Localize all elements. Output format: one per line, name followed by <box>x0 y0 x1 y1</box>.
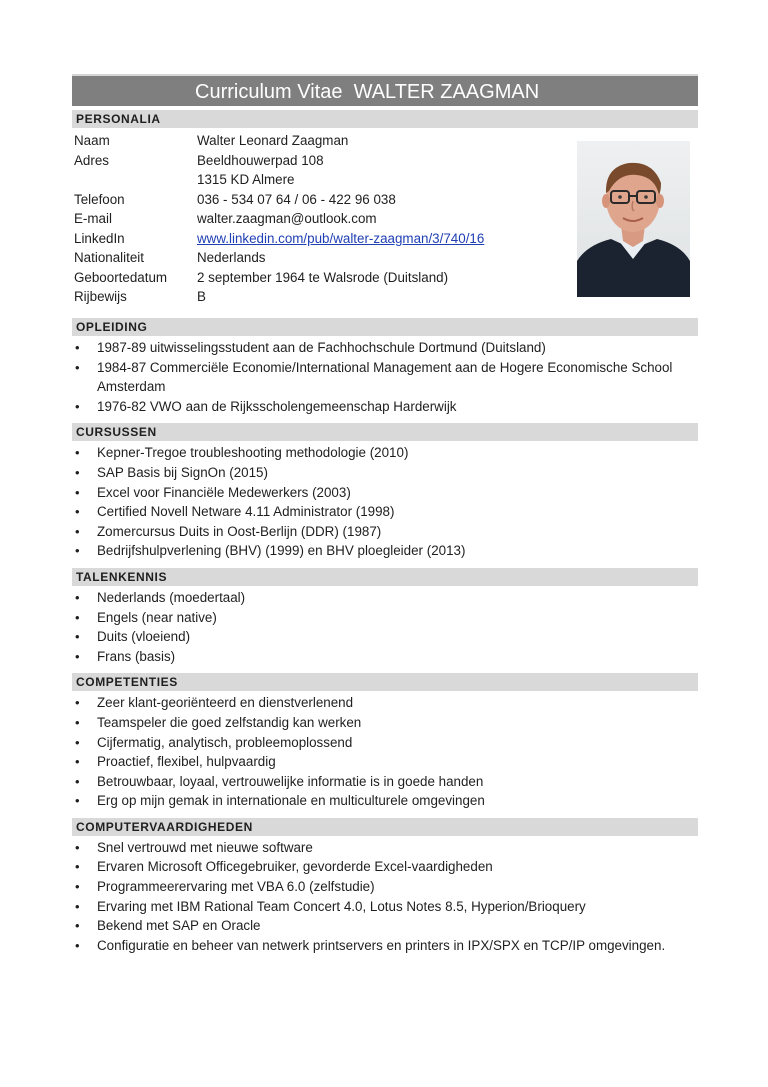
personalia-row-rijbewijs <box>74 287 206 306</box>
list-item-text: SAP Basis bij SignOn (2015) <box>97 464 268 480</box>
list-item-text: Excel voor Financiële Medewerkers (2003) <box>97 484 351 500</box>
list-item <box>72 483 698 503</box>
list-item-text: Ervaring met IBM Rational Team Concert 4.0, Lotus Notes 8.5, Hyperion/Brioquery <box>97 898 586 914</box>
personalia-value: Beeldhouwerpad 108 <box>197 152 324 168</box>
list-item-text: Bekend met SAP en Oracle <box>97 918 261 934</box>
list-item <box>72 916 698 936</box>
opleiding-list <box>72 336 698 417</box>
list-item <box>72 647 698 667</box>
email-value: walter.zaagman@outlook.com <box>197 211 377 226</box>
bullet-icon: • <box>75 523 80 539</box>
list-item <box>72 397 698 417</box>
bullet-icon: • <box>75 898 80 914</box>
document-title: Curriculum Vitae WALTER ZAAGMAN <box>72 74 698 106</box>
cursussen-list <box>72 441 698 562</box>
list-item <box>72 608 698 628</box>
section-header-competenties: COMPETENTIES <box>72 673 698 691</box>
personalia-value: Walter Leonard Zaagman <box>197 133 349 148</box>
linkedin-link[interactable]: www.linkedin.com/pub/walter-zaagman/3/740/16 <box>197 230 485 246</box>
personalia-label: Telefoon <box>74 191 125 207</box>
cv-page <box>72 74 698 956</box>
section-header-computervaardigheden: COMPUTERVAARDIGHEDEN <box>72 818 698 836</box>
personalia-row-adres-2 <box>74 170 295 189</box>
bullet-icon: • <box>75 734 80 750</box>
list-item <box>72 936 698 956</box>
list-item-text: Proactief, flexibel, hulpvaardig <box>97 754 276 770</box>
bullet-icon: • <box>75 589 80 605</box>
section-header-talenkennis: TALENKENNIS <box>72 568 698 586</box>
list-item-text: Frans (basis) <box>97 648 176 664</box>
list-item-text: Configuratie en beheer van netwerk printservers en printers in IPX/SPX en TCP/IP omgevingen. <box>97 937 666 953</box>
section-header-personalia: PERSONALIA <box>72 110 698 128</box>
personalia-row-email <box>74 209 377 228</box>
list-item <box>72 443 698 463</box>
list-item-text: Betrouwbaar, loyaal, vertrouwelijke informatie is in goede handen <box>97 773 484 789</box>
list-item-text: Zeer klant-georiënteerd en dienstverlenend <box>97 695 354 711</box>
bullet-icon: • <box>75 859 80 875</box>
list-item <box>72 463 698 483</box>
bullet-icon: • <box>75 609 80 625</box>
list-item-text: Teamspeler die goed zelfstandig kan werken <box>97 714 362 730</box>
section-header-cursussen: CURSUSSEN <box>72 423 698 441</box>
list-item <box>72 857 698 877</box>
list-item <box>72 338 698 358</box>
list-item <box>72 838 698 858</box>
personalia-label: Adres <box>74 152 109 168</box>
bullet-icon: • <box>75 484 80 500</box>
list-item <box>72 791 698 811</box>
bullet-icon: • <box>75 937 80 953</box>
bullet-icon: • <box>75 754 80 770</box>
list-item <box>72 693 698 713</box>
list-item <box>72 358 698 397</box>
list-item <box>72 752 698 772</box>
list-item <box>72 877 698 897</box>
bullet-icon: • <box>75 629 80 645</box>
talenkennis-list <box>72 586 698 667</box>
personalia-value: 036 - 534 07 64 / 06 - 422 96 038 <box>197 191 396 207</box>
bullet-icon: • <box>75 648 80 664</box>
personalia-label: E-mail <box>74 211 112 226</box>
personalia-label: LinkedIn <box>74 230 125 246</box>
list-item <box>72 627 698 647</box>
list-item-text: Bedrijfshulpverlening (BHV) (1999) en BHV ploegleider (2013) <box>97 543 466 559</box>
section-header-opleiding: OPLEIDING <box>72 318 698 336</box>
list-item-text: Certified Novell Netware 4.11 Administrator (1998) <box>97 504 395 520</box>
personalia-value: 1315 KD Almere <box>197 172 295 187</box>
list-item-text: Duits (vloeiend) <box>97 629 191 645</box>
personalia-block <box>72 128 698 312</box>
bullet-icon: • <box>75 359 80 375</box>
personalia-label: Geboortedatum <box>74 269 168 285</box>
personalia-label: Naam <box>74 133 110 148</box>
bullet-icon: • <box>75 773 80 789</box>
personalia-label: Nationaliteit <box>74 250 144 265</box>
list-item-text: Nederlands (moedertaal) <box>97 589 246 605</box>
list-item-text: Snel vertrouwd met nieuwe software <box>97 839 313 855</box>
bullet-icon: • <box>75 879 80 895</box>
personalia-value: B <box>197 289 206 304</box>
bullet-icon: • <box>75 340 80 355</box>
personalia-row-naam <box>74 131 348 150</box>
list-item <box>72 588 698 608</box>
list-item-text: Programmeerervaring met VBA 6.0 (zelfstudie) <box>97 879 375 895</box>
bullet-icon: • <box>75 793 80 809</box>
personalia-row-nationaliteit <box>74 248 265 267</box>
list-item <box>72 502 698 522</box>
personalia-value: 2 september 1964 te Walsrode (Duitsland) <box>197 269 449 285</box>
list-item <box>72 897 698 917</box>
list-item-text: 1976-82 VWO aan de Rijksscholengemeenschap Harderwijk <box>97 398 457 414</box>
list-item-text: Erg op mijn gemak in internationale en multiculturele omgevingen <box>97 793 485 809</box>
list-item-text: 1984-87 Commerciële Economie/International Management aan de Hogere Economische School Amsterdam <box>97 359 673 395</box>
bullet-icon: • <box>75 504 80 520</box>
list-item-text: Ervaren Microsoft Officegebruiker, gevorderde Excel-vaardigheden <box>97 859 493 875</box>
bullet-icon: • <box>75 839 80 855</box>
competenties-list <box>72 691 698 812</box>
bullet-icon: • <box>75 543 80 559</box>
bullet-icon: • <box>75 398 80 414</box>
personalia-row-geboortedatum <box>74 268 448 287</box>
bullet-icon: • <box>75 695 80 711</box>
personalia-value: Nederlands <box>197 250 266 265</box>
list-item <box>72 733 698 753</box>
bullet-icon: • <box>75 445 80 461</box>
bullet-icon: • <box>75 464 80 480</box>
list-item <box>72 522 698 542</box>
computervaardigheden-list <box>72 836 698 957</box>
list-item <box>72 713 698 733</box>
bullet-icon: • <box>75 918 80 934</box>
personalia-row-adres <box>74 151 324 170</box>
list-item-text: Kepner-Tregoe troubleshooting methodologie (2010) <box>97 445 409 461</box>
list-item-text: Cijfermatig, analytisch, probleemoplossend <box>97 734 353 750</box>
list-item-text: Zomercursus Duits in Oost-Berlijn (DDR) (1987) <box>97 523 382 539</box>
list-item-text: 1987-89 uitwisselingsstudent aan de Fachhochschule Dortmund (Duitsland) <box>97 340 546 355</box>
personalia-label: Rijbewijs <box>74 289 127 304</box>
personalia-row-telefoon <box>74 190 396 209</box>
portrait-photo <box>577 141 690 297</box>
personalia-row-linkedin <box>74 229 484 248</box>
list-item <box>72 541 698 561</box>
list-item-text: Engels (near native) <box>97 609 217 625</box>
list-item <box>72 772 698 792</box>
bullet-icon: • <box>75 714 80 730</box>
